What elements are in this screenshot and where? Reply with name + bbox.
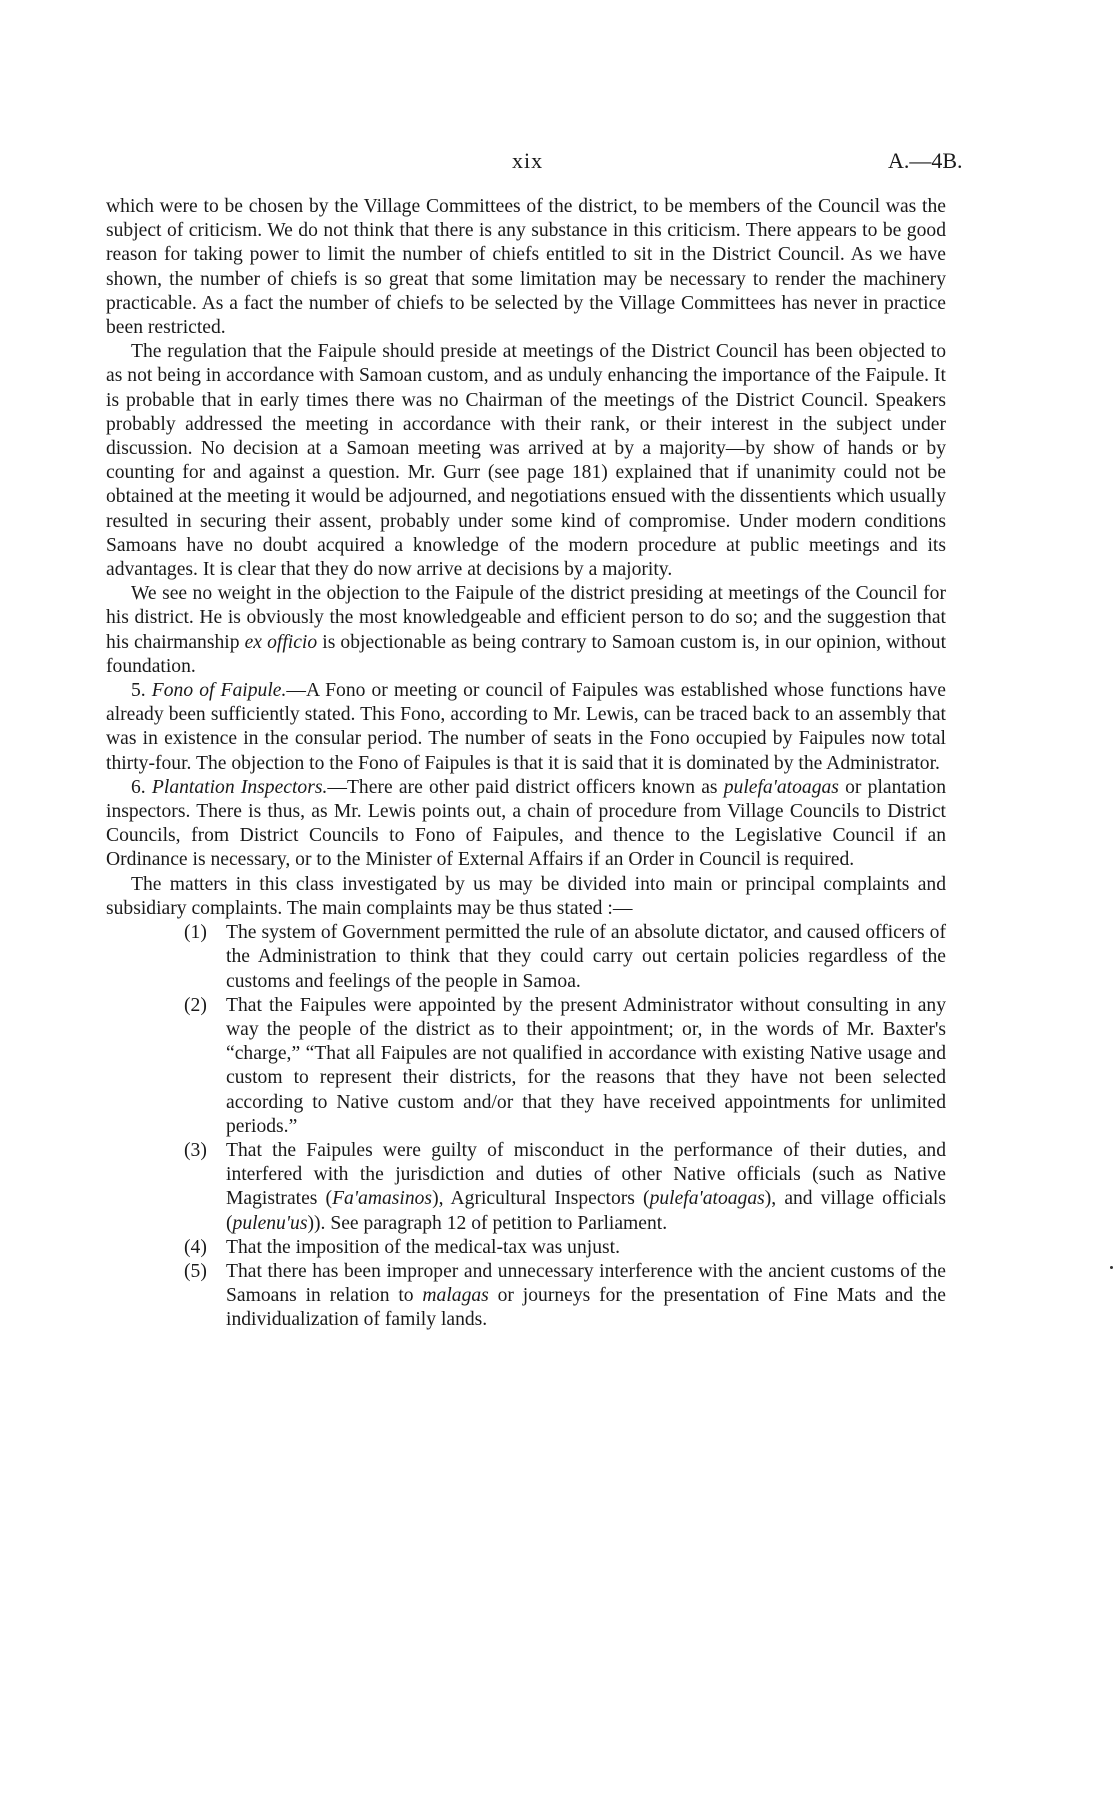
paragraph-main-complaints-intro: The matters in this class investigated by us may be divided into main or principal complaints and subsidiary complaints. The main complaints may be thus stated :— [106, 873, 946, 919]
list-item: (2) That the Faipules were appointed by the present Administrator without consulting in any way the people of the district as to their appointment; or, in the words of Mr. Baxter's “charge,” “That all Faipules are not qualified in accordance with existing Native usage and custom to represent their districts, for the reasons that they have not been selected according to Native custom and/or that they have received appointments for unlimited periods.” [184, 994, 946, 1137]
list-number: (3) [184, 1139, 207, 1161]
complaints-list [106, 921, 946, 1332]
paragraph-faipule-regulation: The regulation that the Faipule should preside at meetings of the District Council has been objected to as not being in accordance with Samoan custom, and as unduly enhancing the importance of the Faipule. It is probable that in early times there was no Chairman of the meetings of the District Council. Speakers probably addressed the meeting in accordance with their rank, or their interest in the subject under discussion. No decision at a Samoan meeting was arrived at by a majority—by show of hands or by counting for and against a question. Mr. Gurr (see page 181) explained that if unanimity could not be obtained at the meeting it would be adjourned, and negotiations ensued with the dissentients which usually resulted in securing their assent, probably under some kind of compromise. Under modern conditions Samoans have no doubt acquired a knowledge of the modern procedure at public meetings and its advantages. It is clear that they do now arrive at decisions by a majority. [106, 341, 946, 581]
list-number: (2) [184, 994, 207, 1016]
page-number: xix [512, 148, 544, 173]
scan-mark [1110, 1266, 1113, 1269]
list-item: (1) The system of Government permitted the rule of an absolute dictator, and caused officers of the Administration to think that they could carry out certain policies regardless of the customs and feelings of the people in Samoa. [184, 922, 946, 992]
paragraph-fono-of-faipule: 5. Fono of Faipule.—A Fono or meeting or council of Faipules was established whose functions have already been sufficiently stated. This Fono, according to Mr. Lewis, can be traced back to an assembly that was in existence in the consular period. The number of seats in the Fono occupied by Faipules now total thirty-four. The objection to the Fono of Faipules is that it is said that it is dominated by the Administrator. [106, 680, 946, 774]
list-item: (5) That there has been improper and unnecessary interference with the ancient customs of the Samoans in relation to malagas or journeys for the presentation of Fine Mats and the individualization of family lands. [184, 1260, 946, 1331]
list-item: (3) That the Faipules were guilty of misconduct in the performance of their duties, and interfered with the jurisdiction and duties of other Native officials (such as Native Magistrates (Fa'amasinos), Agricultural Inspectors (pulefa'atoagas), and village officials (pulenu'us)). See paragraph 12 of petition to Parliament. [184, 1139, 946, 1234]
document-reference: A.—4B. [888, 148, 963, 173]
list-item: (4) That the imposition of the medical-tax was unjust. [106, 1236, 946, 1260]
section-heading: Fono of Faipule. [151, 680, 287, 702]
page-header [0, 148, 1114, 178]
list-number: (1) [184, 922, 207, 944]
paragraph-faipule-presiding: We see no weight in the objection to the Faipule of the district presiding at meetings of the Council for his district. He is obviously the most knowledgeable and efficient person to do so; and the suggestion that his chairmanship ex officio is objectionable as being contrary to Samoan custom is, in our opinion, without foundation. [106, 583, 947, 677]
body-text [106, 195, 946, 1333]
list-number: (4) [184, 1236, 207, 1258]
paragraph-plantation-inspectors: 6. Plantation Inspectors.—There are other paid district officers known as pulefa'atoagas or plantation inspectors. There is thus, as Mr. Lewis points out, a chain of procedure from Village Councils to District Councils, from District Councils to Fono of Faipules, and thence to the Legislative Council if an Ordinance is necessary, or to the Minister of External Affairs if an Order in Council is required. [106, 776, 947, 871]
section-heading: Plantation Inspectors. [151, 776, 328, 798]
list-number: (5) [184, 1260, 207, 1282]
paragraph-continuation: which were to be chosen by the Village Committees of the district, to be members of the Council was the subject of criticism. We do not think that there is any substance in this criticism. There appears to be good reason for taking power to limit the number of chiefs entitled to sit in the District Council. As we have shown, the number of chiefs is so great that some limitation may be necessary to render the machinery practicable. As a fact the number of chiefs to be selected by the Village Committees has never in practice been restricted. [106, 196, 946, 339]
